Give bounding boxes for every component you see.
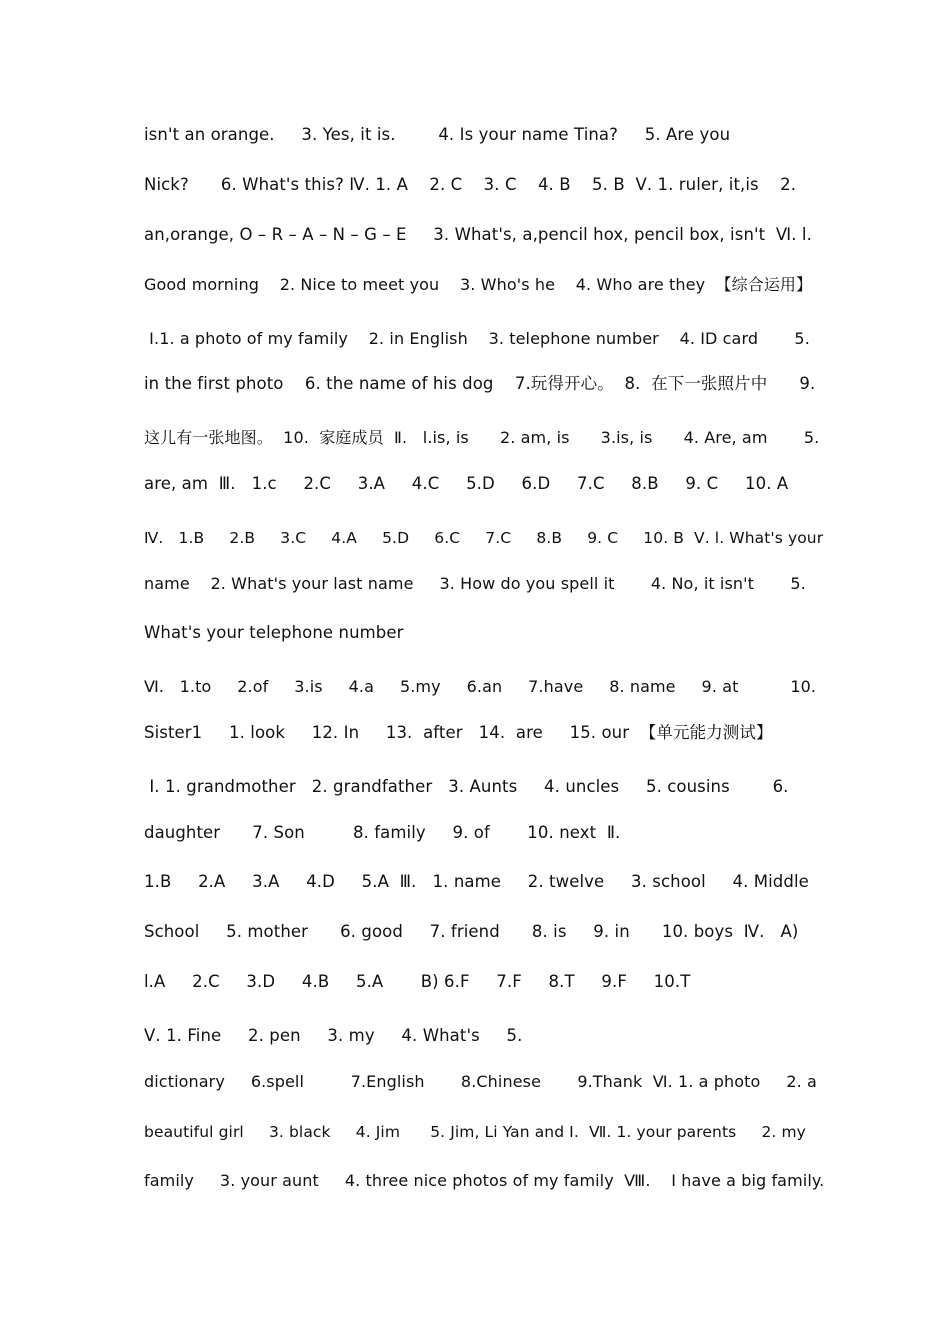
text-line: 这儿有一张地图。 10. 家庭成员 Ⅱ. l.is, is 2. am, is 3.is, is 4. Are, am 5. (144, 428, 820, 447)
text-line: isn't an orange. 3. Yes, it is. 4. Is your name Tina? 5. Are you (144, 125, 731, 144)
text-line: dictionary 6.spell 7.English 8.Chinese 9.Thank Ⅵ. 1. a photo 2. a (144, 1072, 817, 1091)
text-line: 1.B 2.A 3.A 4.D 5.A Ⅲ. 1. name 2. twelve 3. school 4. Middle (144, 872, 809, 891)
text-line: Sister1 1. look 12. In 13. after 14. are 15. our 【单元能力测试】 (144, 723, 773, 742)
text-line: in the first photo 6. the name of his dog 7.玩得开心。 8. 在下一张照片中 9. (144, 374, 816, 393)
text-line: Ⅰ.1. a photo of my family 2. in English 3. telephone number 4. ID card 5. (144, 329, 810, 348)
text-line: Ⅳ. 1.B 2.B 3.C 4.A 5.D 6.C 7.C 8.B 9. C 10. B Ⅴ. l. What's your (144, 529, 824, 547)
text-line: School 5. mother 6. good 7. friend 8. is 9. in 10. boys Ⅳ. A) (144, 922, 799, 941)
text-line: name 2. What's your last name 3. How do you spell it 4. No, it isn't 5. (144, 574, 806, 593)
text-line: beautiful girl 3. black 4. Jim 5. Jim, Li Yan and I. Ⅶ. 1. your parents 2. my (144, 1123, 806, 1141)
text-line: an,orange, O – R – A – N – G – E 3. What's, a,pencil hox, pencil box, isn't Ⅵ. l. (144, 225, 812, 244)
text-line: family 3. your aunt 4. three nice photos of my family Ⅷ. I have a big family. (144, 1171, 825, 1190)
text-line: are, am Ⅲ. 1.c 2.C 3.A 4.C 5.D 6.D 7.C 8.B 9. C 10. A (144, 474, 789, 493)
text-line: Ⅵ. 1.to 2.of 3.is 4.a 5.my 6.an 7.have 8. name 9. at 10. (144, 677, 817, 696)
text-line: Ⅰ. 1. grandmother 2. grandfather 3. Aunts 4. uncles 5. cousins 6. (144, 777, 789, 796)
text-line: Ⅴ. 1. Fine 2. pen 3. my 4. What's 5. (144, 1026, 523, 1045)
text-line: Good morning 2. Nice to meet you 3. Who's he 4. Who are they 【综合运用】 (144, 275, 813, 294)
text-line: daughter 7. Son 8. family 9. of 10. next Ⅱ. (144, 823, 621, 842)
text-line: What's your telephone number (144, 623, 404, 642)
text-line: l.A 2.C 3.D 4.B 5.A B) 6.F 7.F 8.T 9.F 10.T (144, 972, 691, 991)
text-line: Nick? 6. What's this? Ⅳ. 1. A 2. C 3. C 4. B 5. B Ⅴ. 1. ruler, it,is 2. (144, 175, 797, 194)
